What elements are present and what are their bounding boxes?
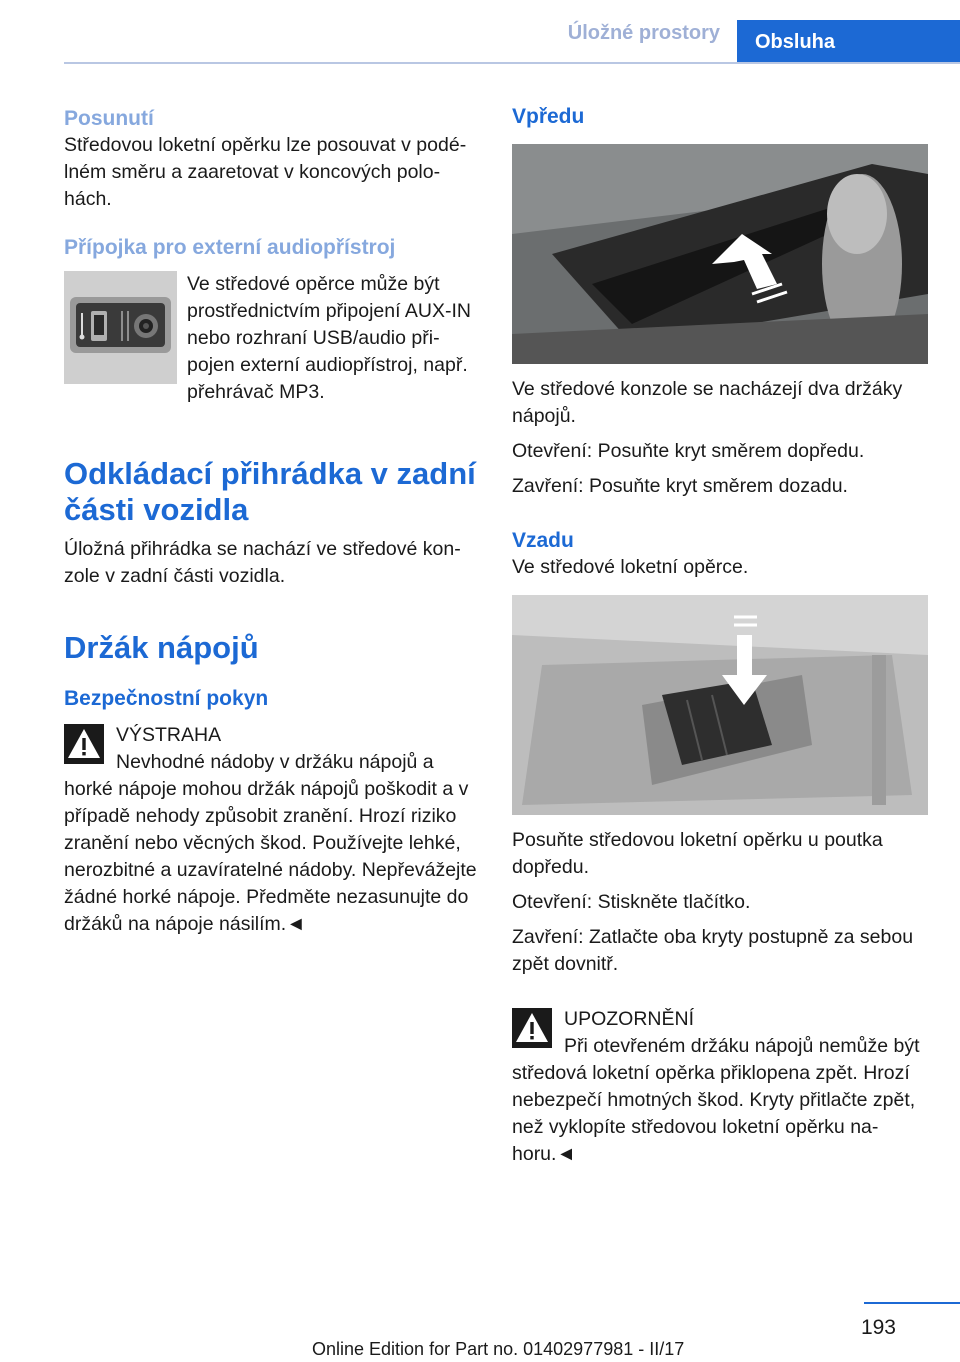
odkladaci-text: Úložná přihrádka se nachází ve středové konzole v zadní části vozidla. <box>64 538 461 587</box>
bezpecnost-heading: Bezpečnostní pokyn <box>64 687 269 710</box>
aux-row <box>64 271 478 406</box>
header-section-title: Úložné prostory <box>567 22 720 44</box>
vpredu-open: Otevření: Posuňte kryt směrem dopředu. <box>512 440 865 462</box>
notice-block <box>512 1006 928 1168</box>
warning-icon <box>512 1008 552 1048</box>
vzadu-intro: Ve středové loketní opěrce. <box>512 556 749 578</box>
vzadu-heading: Vzadu <box>512 529 574 552</box>
drzak-heading: Držák nápojů <box>64 630 259 665</box>
posunuti-heading: Posunutí <box>64 107 154 130</box>
aux-usb-photo <box>64 271 177 384</box>
odkladaci-heading: Odkládací přihrádka v zadní části vozidla <box>64 456 476 527</box>
pripojka-text: Ve středové opěrce může být prostřednictvím připojení AUX-IN nebo rozhraní USB/audio připojen externí audiopřístroj, např. přehrávač MP3. <box>187 273 471 403</box>
header-tab: Obsluha <box>737 20 960 64</box>
notice-text: Při otevřeném držáku nápojů nemůže být středová loketní opěrka přiklopena zpět. Hrozí nebezpečí hmotných škod. Kryty přitlačte zpět, než vyklopíte středovou loketní opěrku nahoru.◄ <box>512 1035 920 1165</box>
front-cupholder-photo <box>512 144 928 364</box>
page-header <box>0 0 960 64</box>
warning-icon <box>64 724 104 764</box>
notice-label: UPOZORNĚNÍ <box>564 1008 695 1030</box>
footer-edition: Online Edition for Part no. 01402977981 - II/17 <box>312 1339 685 1359</box>
right-column <box>512 100 928 1168</box>
vpredu-text: Ve středové konzole se nacházejí dva držáky nápojů. <box>512 378 903 427</box>
warning-block <box>64 722 478 938</box>
vzadu-open: Otevření: Stiskněte tlačítko. <box>512 891 751 913</box>
header-rule <box>64 62 960 64</box>
vzadu-text: Posuňte středovou loketní opěrku u poutka dopředu. <box>512 829 883 878</box>
rear-cupholder-photo <box>512 595 928 815</box>
left-column <box>64 100 478 938</box>
warning-text: Nevhodné nádoby v držáku nápojů a horké nápoje mohou držák nápojů poškodit a v případě nehody způsobit zranění. Hrozí riziko zranění nebo věcných škod. Používejte lehké, nerozbitné a uzavíratelné nádoby. Nepřevážejte žádné horké nápoje. Předměte nezasunujte do držáků na nápoje násilím.◄ <box>64 751 477 935</box>
vpredu-close: Zavření: Posuňte kryt směrem dozadu. <box>512 475 848 497</box>
vzadu-close: Zavření: Zatlačte oba kryty postupně za sebou zpět dovnitř. <box>512 926 914 975</box>
vpredu-heading: Vpředu <box>512 105 585 128</box>
pripojka-heading: Přípojka pro externí audiopřístroj <box>64 236 396 259</box>
footer-rule <box>864 1302 960 1304</box>
page-number: 193 <box>860 1316 896 1339</box>
posunuti-text: Středovou loketní opěrku lze posouvat v podélném směru a zaaretovat v koncových polohách. <box>64 134 467 210</box>
warning-label: VÝSTRAHA <box>116 724 222 746</box>
